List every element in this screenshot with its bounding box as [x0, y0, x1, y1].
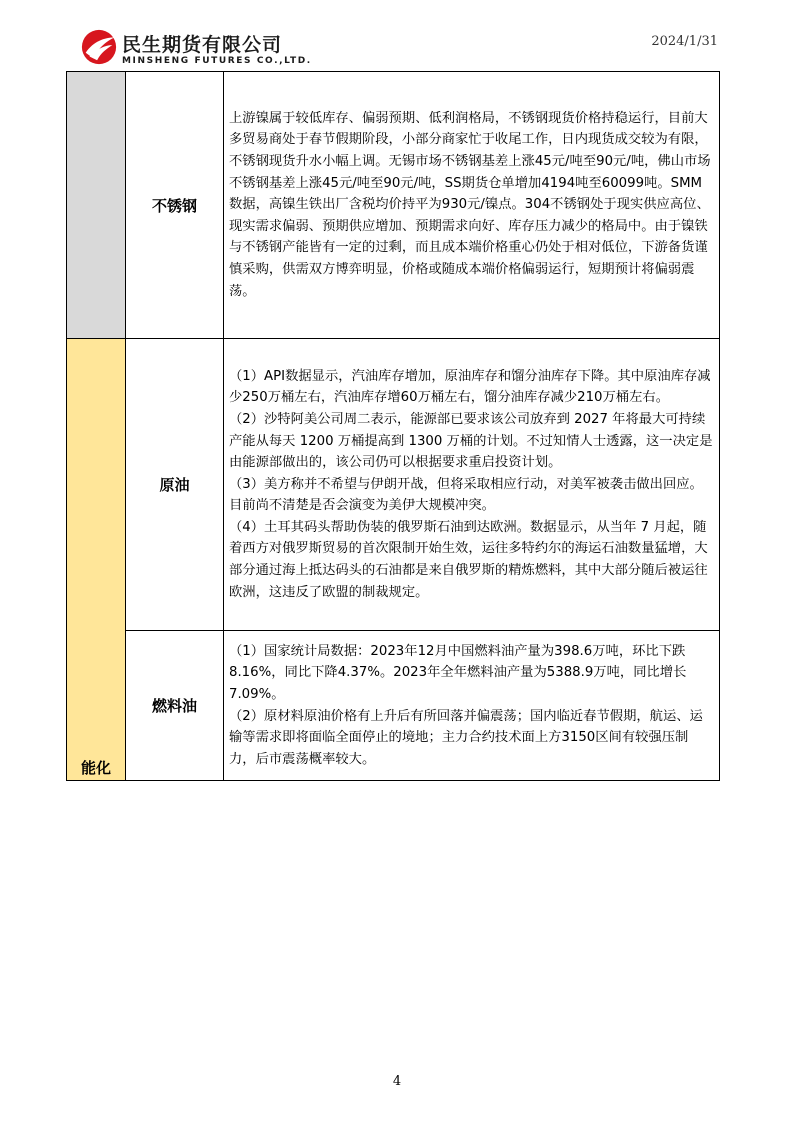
- commentary-paragraph: （1）国家统计局数据：2023年12月中国燃料油产量为398.6万吨，环比下跌8.16%，同比下降4.37%。2023年全年燃料油产量为5388.9万吨，同比增长7.09%。: [229, 643, 687, 702]
- commentary-paragraph: 上游镍属于较低库存、偏弱预期、低利润格局，不锈钢现货价格持稳运行，目前大多贸易商处于春节假期阶段，小部分商家忙于收尾工作，日内现货成交较为有限，不锈钢现货升水小幅上调。无锡市场不锈钢基差上涨45元/吨至90元/吨，佛山市场不锈钢基差上涨45元/吨至90元/吨，SS期货仓单增加4194吨至60099吨。SMM数据，高镍生铁出厂含税均价持平为930元/镍点。304不锈钢处于现实供应高位、现实需求偏弱、预期供应增加、预期需求向好、库存压力减少的格局中。由于镍铁与不锈钢产能皆有一定的过剩，而且成本端价格重心仍处于相对低位，下游备货谨慎采购，供需双方博弈明显，价格或随成本端价格偏弱运行，短期预计将偏弱震荡。: [229, 110, 711, 299]
- commentary-paragraph: （4）土耳其码头帮助伪装的俄罗斯石油到达欧洲。数据显示，从当年 7 月起，随着西方对俄罗斯贸易的首次限制开始生效，运往多特约尔的海运石油数量猛增，大部分通过海上抵达码头的石油都是来自俄罗斯的精炼燃料，其中大部分随后被运往欧洲，这违反了欧盟的制裁规定。: [229, 519, 708, 600]
- product-commentary: [224, 72, 720, 339]
- page-number: 4: [392, 1074, 402, 1089]
- product-commentary: [224, 631, 720, 781]
- product-name: 燃料油: [126, 631, 224, 781]
- product-commentary: [224, 339, 720, 631]
- category-cell-metals: [67, 72, 126, 339]
- commodity-table: [66, 71, 720, 781]
- commentary-paragraph: （2）原材料原油价格有上升后有所回落并偏震荡；国内临近春节假期，航运、运输等需求即将面临全面停止的境地；主力合约技术面上方3150区间有较强压制力，后市震荡概率较大。: [229, 708, 703, 767]
- report-date: 2024/1/31: [651, 34, 718, 49]
- minsheng-logo-icon: [80, 28, 118, 66]
- brand-name-en: MINSHENG FUTURES CO.,LTD.: [122, 56, 312, 66]
- category-cell-energy: 能化: [67, 339, 126, 781]
- product-name: 原油: [126, 339, 224, 631]
- commentary-paragraph: （1）API数据显示，汽油库存增加，原油库存和馏分油库存下降。其中原油库存减少250万桶左右，汽油库存增60万桶左右，馏分油库存减少210万桶左右。: [229, 368, 711, 406]
- table-row: [67, 631, 720, 781]
- table-row: [67, 339, 720, 631]
- brand-name-cn: 民生期货有限公司: [122, 34, 283, 56]
- commentary-paragraph: （3）美方称并不希望与伊朗开战，但将采取相应行动，对美军被袭击做出回应。目前尚不清楚是否会演变为美伊大规模冲突。: [229, 476, 703, 514]
- table-row: [67, 72, 720, 339]
- product-name: 不锈钢: [126, 72, 224, 339]
- page-header: [0, 0, 794, 72]
- commentary-paragraph: （2）沙特阿美公司周二表示，能源部已要求该公司放弃到 2027 年将最大可持续产能从每天 1200 万桶提高到 1300 万桶的计划。不过知情人士透露，这一决定是由能源部做出的，该公司仍可以根据要求重启投资计划。: [229, 411, 713, 471]
